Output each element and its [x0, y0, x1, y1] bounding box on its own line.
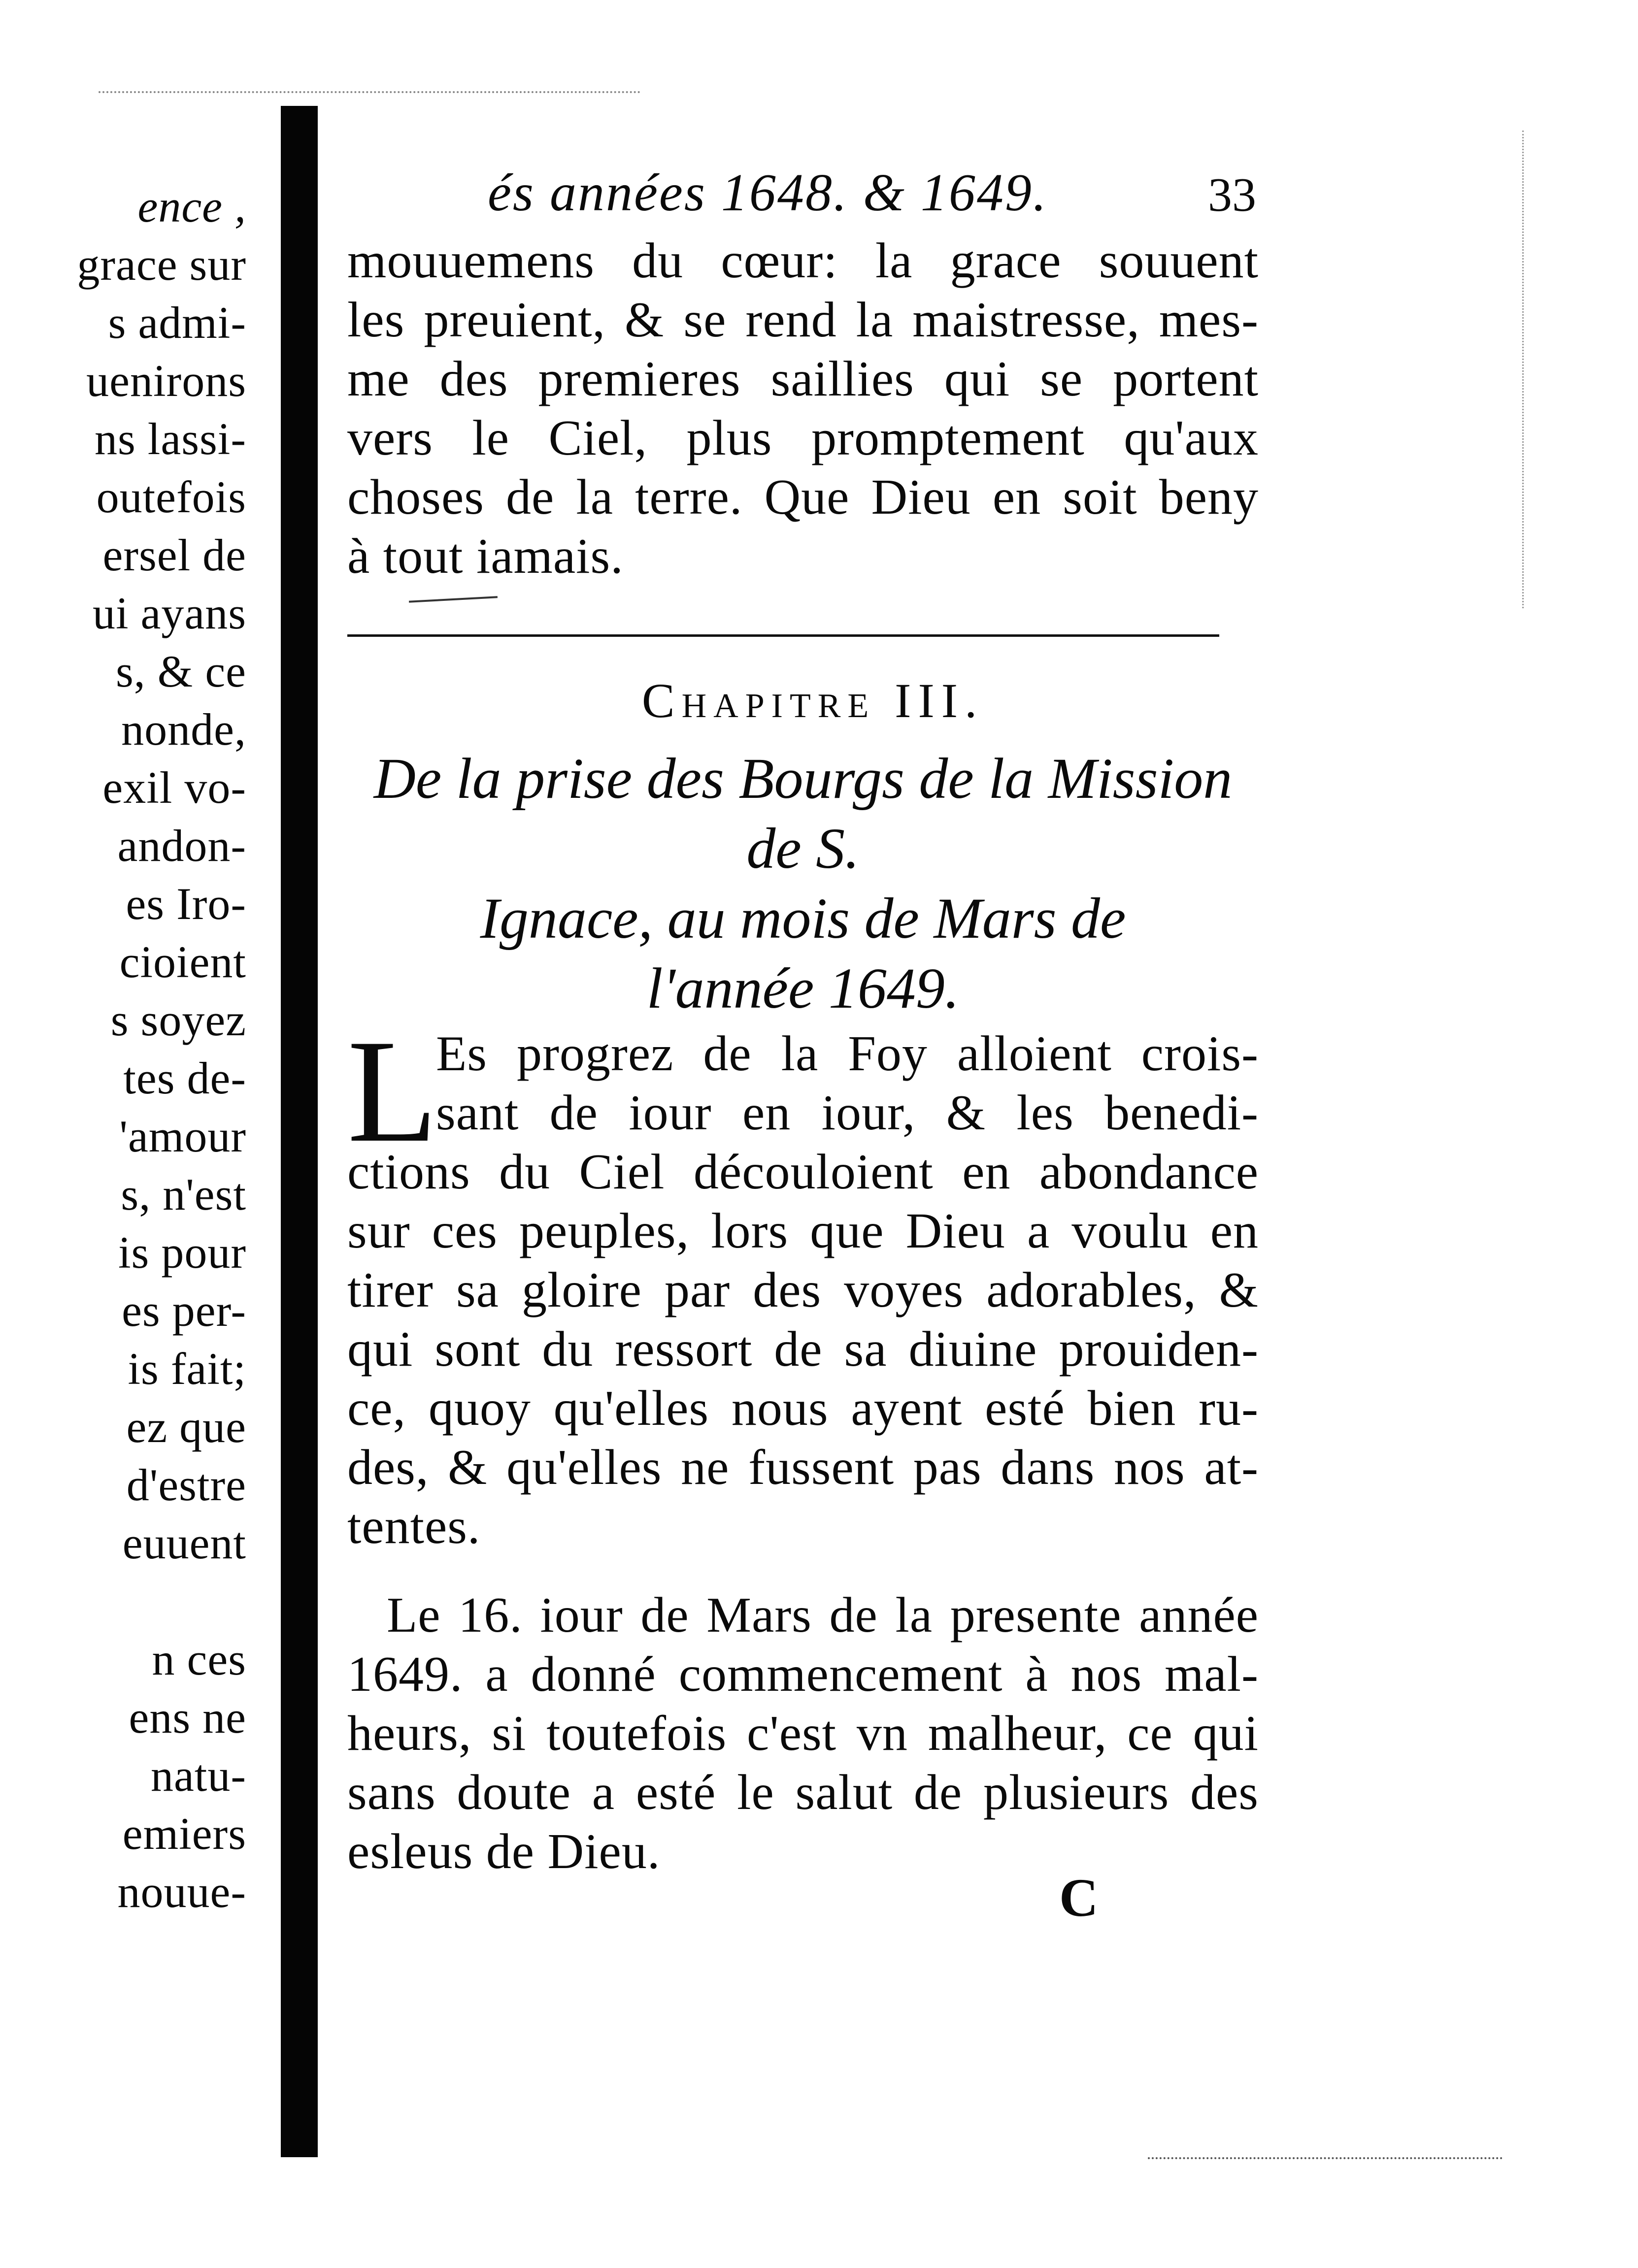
text-line: Le 16. iour de Mars de la presente année: [387, 1587, 1259, 1643]
text-line: des, & qu'elles ne fussent pas dans nos at-: [347, 1440, 1259, 1495]
text-line: vers le Ciel, plus promptement qu'aux: [347, 410, 1259, 466]
left-page-line: nonde,: [121, 704, 246, 755]
left-page-line: cioient: [119, 937, 246, 987]
left-page-line: ens ne: [129, 1692, 246, 1742]
left-page-line: s, & ce: [115, 646, 246, 696]
text-line: tirer sa gloire par des voyes adorables, &: [347, 1262, 1259, 1318]
text-line: ctions du Ciel découloient en abondance: [347, 1144, 1259, 1200]
left-page-line: exil vo-: [102, 762, 246, 813]
text-line: mouuemens du cœur: la grace souuent: [347, 233, 1259, 289]
ornament-stroke: [409, 596, 498, 602]
text-line: sant de iour en iour, & les benedi-: [436, 1085, 1259, 1141]
left-facing-page: [0, 0, 256, 2268]
paragraph-2: [347, 1586, 1259, 1881]
page-number: 33: [1208, 168, 1256, 222]
left-page-line: emiers: [122, 1808, 246, 1859]
continued-paragraph: [347, 231, 1259, 586]
left-page-line: ence ,: [137, 181, 246, 231]
text-line: tentes.: [347, 1499, 481, 1554]
left-page-line: natu-: [150, 1750, 246, 1801]
paragraph-1: [347, 1009, 1259, 1556]
left-page-line: s soyez: [110, 995, 246, 1045]
left-page-line: uenirons: [86, 356, 246, 406]
text-line: sans doute a esté le salut de plusieurs des: [347, 1765, 1259, 1820]
left-page-line: tes de-: [123, 1053, 246, 1103]
text-line: à tout iamais.: [347, 528, 624, 584]
scan-speckle: [1148, 2157, 1503, 2161]
chapter-title: [347, 744, 1259, 1023]
running-header: [350, 163, 1256, 227]
chapter-heading: Chapitre III.: [641, 673, 984, 728]
left-page-line: ns lassi-: [95, 414, 246, 464]
running-title: és années 1648. & 1649.: [488, 164, 1048, 222]
text-line: Es progrez de la Foy alloient crois-: [436, 1026, 1259, 1082]
left-page-line: es per-: [122, 1285, 246, 1336]
text-line: qui sont du ressort de sa diuine prouiden-: [347, 1321, 1259, 1377]
left-page-line: es Iro-: [126, 879, 246, 929]
text-line: les preuient, & se rend la maistresse, mes-: [347, 292, 1259, 348]
chapter-title-line: Ignace, au mois de Mars de: [480, 886, 1126, 951]
chapter-title-line: De la prise des Bourgs de la Mission de S.: [373, 746, 1233, 881]
left-page-line: s admi-: [108, 297, 246, 348]
drop-cap: L: [347, 1009, 438, 1173]
left-page-line: ui ayans: [92, 588, 246, 638]
binding-gutter: [281, 106, 318, 2157]
left-page-line: d'estre: [126, 1460, 246, 1510]
left-page-line: ez que: [126, 1402, 246, 1452]
text-line: esleus de Dieu.: [347, 1824, 661, 1879]
left-page-line: grace sur: [77, 239, 246, 290]
text-line: choses de la terre. Que Dieu en soit beny: [347, 469, 1259, 525]
left-page-line: 'amour: [119, 1111, 246, 1161]
text-line: me des premieres saillies qui se portent: [347, 351, 1259, 407]
left-page-line: outefois: [96, 472, 246, 522]
left-page-line: andon-: [117, 821, 246, 871]
left-page-line: euuent: [122, 1518, 246, 1568]
left-page-line: s, n'est: [121, 1169, 246, 1219]
left-page-line: is fait;: [128, 1344, 246, 1394]
left-page-line: n ces: [152, 1634, 246, 1684]
text-line: 1649. a donné commencement à nos mal-: [347, 1646, 1259, 1702]
left-page-line: is pour: [118, 1227, 246, 1278]
chapter-title-line: l'année 1649.: [646, 956, 960, 1020]
section-rule: [347, 634, 1219, 637]
left-page-line: ersel de: [102, 530, 246, 580]
catchword: C: [1059, 1868, 1099, 1928]
left-page-line: nouue-: [117, 1867, 246, 1917]
page-edge-speckle: [1522, 131, 1525, 608]
text-line: sur ces peuples, lors que Dieu a voulu en: [347, 1203, 1259, 1259]
text-line: heurs, si toutefois c'est vn malheur, ce qui: [347, 1706, 1259, 1761]
text-line: ce, quoy qu'elles nous ayent esté bien ru-: [347, 1381, 1259, 1436]
